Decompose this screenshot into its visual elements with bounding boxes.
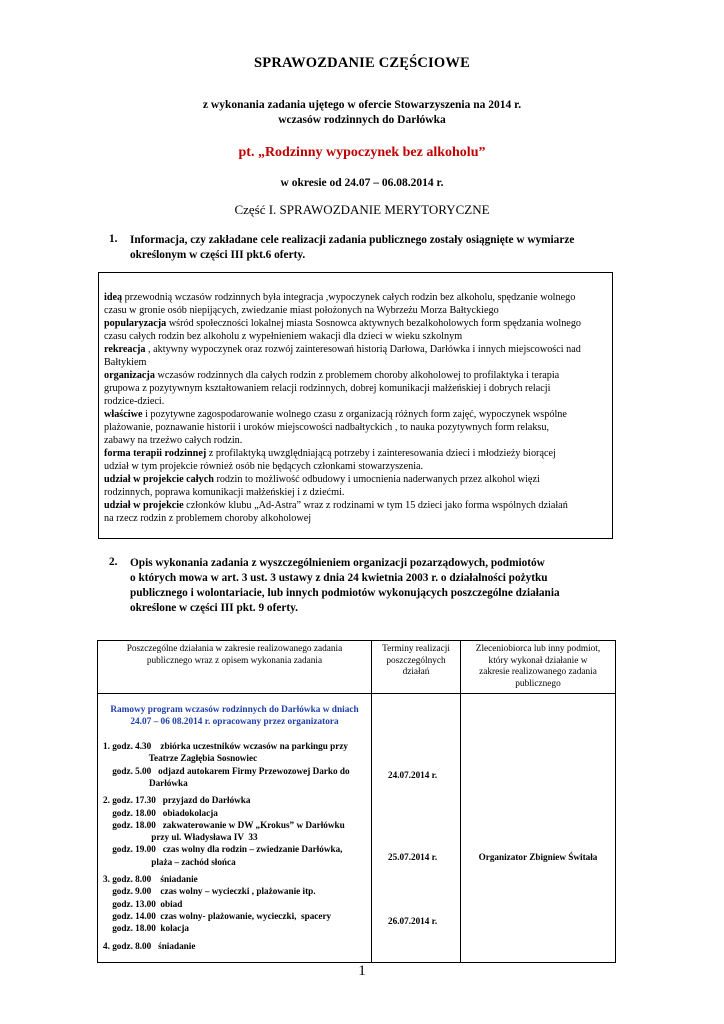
- schedule-item: godz. 13.00 obiad: [103, 898, 183, 909]
- goal-line: [104, 395, 613, 408]
- goal-keyword: organizacja: [104, 370, 155, 381]
- goal-keyword: udział w projekcie całych: [104, 474, 214, 485]
- dates-cell: [372, 694, 461, 963]
- q1-line-2: określonym w części III pkt.6 oferty.: [130, 249, 306, 261]
- goal-text: plażowanie, poznawanie historii i uroków miejscowości nadbałtyckich , to nauka pozytywnych form relaksu,: [104, 422, 550, 433]
- goal-text: na rzecz rodzin z problemem choroby alkoholowej: [104, 513, 312, 524]
- goal-text: zabawy na trzeźwo całych rodzin.: [104, 435, 243, 446]
- schedule-item: godz. 5.00 odjazd autokarem Firmy Przewozowej Darko do: [103, 765, 350, 776]
- goal-text: wśród społeczności lokalnej miasta Sosnowca aktywnych bezalkoholowych form spędzania wolnego: [166, 318, 582, 329]
- program-heading-line: 24.07 – 06 08.2014 r. opracowany przez organizatora: [130, 717, 339, 727]
- goal-line: [104, 512, 613, 525]
- header-text: Zleceniobiorca lub inny podmiot,: [475, 644, 601, 654]
- goal-line: [104, 317, 613, 330]
- q2-line-4: określone w części III pkt. 9 oferty.: [130, 602, 298, 614]
- schedule-item: godz. 19.00 czas wolny dla rodzin – zwiedzanie Darłówka,: [103, 844, 343, 855]
- goal-keyword: forma terapii rodzinnej: [104, 448, 207, 459]
- schedule-item: 4. godz. 8.00 śniadanie: [103, 940, 196, 951]
- schedule-item: 1. godz. 4.30 zbiórka uczestników wczasów na parkingu przy: [103, 741, 349, 751]
- goal-line: [104, 408, 613, 421]
- goal-text: udział w tym projekcie również osób nie będących członkami stowarzyszenia.: [104, 461, 424, 472]
- header-cell-contractor: [461, 641, 616, 694]
- date-3: 26.07.2014 r.: [388, 916, 438, 926]
- organizer-name: Organizator Zbigniew Świtała: [478, 852, 598, 862]
- header-cell-activities: [98, 641, 372, 694]
- page-title: SPRAWOZDANIE CZĘŚCIOWE: [254, 55, 470, 71]
- schedule-item: godz. 9.00 czas wolny – wycieczki , plażowanie itp.: [103, 886, 316, 897]
- goal-keyword: właściwe: [104, 409, 143, 420]
- goal-text: i pozytywne zagospodarowanie wolnego czasu z organizacją różnych form zajęć, wypoczynek wspólne: [142, 409, 567, 420]
- goal-line: [104, 460, 613, 473]
- schedule-item: godz. 18.00 obiadokolacja: [103, 807, 218, 818]
- period-line: w okresie od 24.07 – 06.08.2014 r.: [280, 177, 444, 189]
- header-text: działań: [402, 667, 430, 677]
- goals-text: [104, 291, 613, 525]
- goal-line: [104, 421, 613, 434]
- goal-line: [104, 486, 613, 499]
- header-cell-dates: [372, 641, 461, 694]
- goals-box: [98, 272, 613, 539]
- goal-text: przewodnią wczasów rodzinnych była integracja ,wypoczynek całych rodzin bez alkoholu, spędzanie wolnego: [122, 292, 576, 303]
- program-heading: [98, 704, 371, 728]
- q2-line-2: o których mowa w art. 3 ust. 3 ustawy z dnia 24 kwietnia 2003 r. o działalności pożytku: [130, 572, 548, 584]
- table-header-row: [98, 641, 616, 694]
- date-1: 24.07.2014 r.: [388, 770, 438, 780]
- schedule-item: godz. 14.00 czas wolny- plażowanie, wycieczki, spacery: [103, 910, 332, 921]
- goal-keyword: ideą: [104, 292, 123, 303]
- header-text: publicznego: [515, 678, 561, 689]
- schedule-item: plaża – zachód słońca: [103, 856, 236, 867]
- header-text: zakresie realizowanego zadania: [479, 667, 597, 677]
- schedule-item: godz. 18.00 kolacja: [103, 923, 190, 934]
- schedule-item: Darłówka: [103, 777, 188, 788]
- q2-line-1: Opis wykonania zadania z wyszczególnieniem organizacji pozarządowych, podmiotów: [130, 557, 545, 569]
- q2-line-3: publicznego i wolontariacie, lub innych podmiotów wykonujących poszczególne działania: [130, 587, 560, 599]
- goal-line: [104, 330, 613, 343]
- goal-text: , aktywny wypoczynek oraz rozwój zainteresowań historią Darłowa, Darłówka i innych miejscowości nad: [145, 344, 581, 355]
- goal-line: [104, 304, 613, 317]
- goal-keyword: udział w projekcie: [104, 500, 184, 511]
- goal-text: członków klubu „Ad-Astra” wraz z rodzinami w tym 15 dzieci jako forma wspólnych działań: [183, 500, 568, 511]
- date-2: 25.07.2014 r.: [388, 852, 438, 862]
- page-number: 1: [358, 963, 366, 979]
- schedule-item: Teatrze Zagłębia Sosnowiec: [103, 753, 258, 764]
- goal-line: [104, 356, 613, 369]
- program-cell: [98, 694, 372, 963]
- subtitle-line-2: wczasów rodzinnych do Darłówka: [278, 114, 446, 126]
- goal-line: [104, 447, 613, 460]
- goal-text: z profilaktyką uwzględniającą potrzeby i zainteresowania dzieci i młodzieży biorącej: [206, 448, 556, 459]
- goal-text: czasu całych rodzin bez alkoholu z wypełnieniem wakacji dla dzieci w wieku szkolnym: [104, 331, 463, 342]
- schedule-item: 2. godz. 17.30 przyjazd do Darłówka: [103, 795, 251, 806]
- program-heading-line: Ramowy program wczasów rodzinnych do Darłówka w dniach: [110, 705, 359, 715]
- q1-line-1: Informacja, czy zakładane cele realizacji zadania publicznego zostały osiągnięte w wymiarze: [130, 234, 575, 246]
- goal-line: [104, 343, 613, 356]
- goal-line: [104, 473, 613, 486]
- contractor-cell: [461, 694, 616, 963]
- header-text: Terminy realizacji: [382, 644, 450, 654]
- schedule-item: przy ul. Władysława IV 33: [103, 832, 258, 843]
- goal-text: czasu w gronie osób niepijących, zwiedzanie miast położonych na Wybrzeżu Morza Bałtyckiego: [104, 305, 499, 316]
- goal-line: [104, 382, 613, 395]
- subtitle-line-1: z wykonania zadania ujętego w ofercie Stowarzyszenia na 2014 r.: [202, 99, 522, 111]
- goal-line: [104, 499, 613, 512]
- goal-text: rodzinnych, poprawa komunikacji małżeńskiej i z dziećmi.: [104, 487, 345, 498]
- goal-text: Bałtykiem: [104, 357, 147, 368]
- goal-keyword: rekreacja: [104, 344, 146, 355]
- header-text: Poszczególne działania w zakresie realizowanego zadania: [126, 644, 343, 654]
- project-tagline: pt. „Rodzinny wypoczynek bez alkoholu”: [238, 145, 486, 160]
- goal-text: rodzin to możliwość odbudowy i umocnienia naderwanych przez alkohol więzi: [213, 474, 540, 485]
- q1-number: 1.: [109, 233, 118, 245]
- goal-keyword: popularyzacja: [104, 318, 167, 329]
- header-text: poszczególnych: [386, 655, 446, 666]
- header-text: publicznego wraz z opisem wykonania zadania: [146, 655, 323, 666]
- q2-number: 2.: [109, 556, 118, 568]
- goal-line: [104, 434, 613, 447]
- goal-text: wczasów rodzinnych dla całych rodzin z problemem choroby alkoholowej to profilaktyka i terapia: [154, 370, 560, 381]
- table-row: [98, 694, 616, 963]
- activities-table: [97, 640, 616, 963]
- schedule-item: godz. 18.00 zakwaterowanie w DW „Krokus” w Darłówku: [103, 819, 345, 830]
- goal-text: rodzice-dzieci.: [104, 396, 165, 407]
- goal-line: [104, 369, 613, 382]
- schedule-item: 3. godz. 8.00 śniadanie: [103, 874, 198, 884]
- goal-line: [104, 291, 613, 304]
- header-text: który wykonał działanie w: [488, 655, 588, 666]
- goal-text: grupowa z pozytywnym kształtowaniem relacji rodzinnych, dobrej komunikacji małżeńskiej i dobrych relacji: [104, 383, 551, 394]
- part-heading: Część I. SPRAWOZDANIE MERYTORYCZNE: [234, 202, 490, 217]
